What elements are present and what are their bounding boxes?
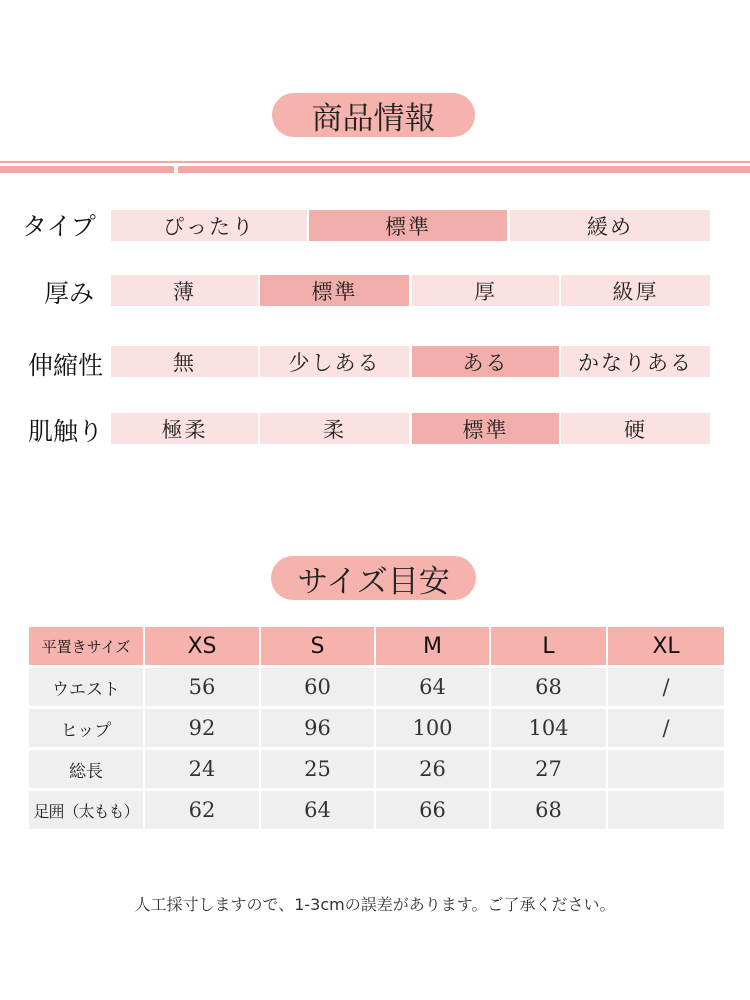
option-thickness-thick: 厚 [412, 275, 559, 306]
option-texture-standard: 標準 [412, 413, 559, 444]
option-texture-hard: 硬 [561, 413, 710, 444]
product-info-title [272, 93, 475, 137]
row-label-texture: 肌触り [28, 417, 104, 446]
option-type-standard: 標準 [309, 210, 507, 241]
option-thickness-standard: 標準 [260, 275, 409, 306]
option-type-loose: 緩め [510, 210, 710, 241]
size-cell: 96 [261, 709, 374, 747]
size-cell: / [608, 668, 724, 706]
size-header-s: S [261, 627, 374, 665]
measurement-note: 人工採寸しますので、1-3cmの誤差があります。ご了承ください。 [134, 895, 616, 914]
size-header-m: M [376, 627, 489, 665]
option-stretch-very: かなりある [561, 346, 710, 377]
option-thickness-extra-thick: 級厚 [561, 275, 710, 306]
size-header-label: 平置きサイズ [29, 627, 143, 665]
size-row-label-total-length: 総長 [29, 750, 143, 788]
size-cell: 68 [491, 791, 606, 829]
option-stretch-little: 少しある [260, 346, 409, 377]
size-header-l: L [491, 627, 606, 665]
size-cell: 27 [491, 750, 606, 788]
divider-bar-right [178, 166, 750, 173]
option-thickness-thin: 薄 [111, 275, 258, 306]
size-row-label-waist: ウエスト [29, 668, 143, 706]
option-stretch-none: 無 [111, 346, 258, 377]
size-cell: 25 [261, 750, 374, 788]
size-cell: 66 [376, 791, 489, 829]
divider-line [0, 161, 750, 163]
divider-bar-left [0, 166, 174, 173]
product-info-title-text: 商品情報 [311, 100, 436, 137]
size-cell: 92 [145, 709, 259, 747]
size-cell: 64 [261, 791, 374, 829]
size-cell: 68 [491, 668, 606, 706]
size-header-xl: XL [608, 627, 724, 665]
size-guide-title [271, 556, 476, 600]
row-label-thickness: 厚み [44, 279, 95, 308]
option-stretch-yes: ある [412, 346, 559, 377]
row-label-stretch: 伸縮性 [28, 351, 104, 380]
size-cell: 104 [491, 709, 606, 747]
size-cell: / [608, 709, 724, 747]
size-cell: 56 [145, 668, 259, 706]
option-type-fitted: ぴったり [111, 210, 307, 241]
size-header-xs: XS [145, 627, 259, 665]
size-row-label-hip: ヒップ [29, 709, 143, 747]
size-cell [608, 791, 724, 829]
size-cell: 60 [261, 668, 374, 706]
option-texture-very-soft: 極柔 [111, 413, 258, 444]
size-guide-title-text: サイズ目安 [297, 563, 450, 600]
size-row-label-thigh: 足囲（太もも） [29, 791, 143, 829]
size-cell: 24 [145, 750, 259, 788]
size-cell: 26 [376, 750, 489, 788]
size-cell: 62 [145, 791, 259, 829]
option-texture-soft: 柔 [260, 413, 409, 444]
size-cell: 100 [376, 709, 489, 747]
row-label-type: タイプ [22, 212, 96, 241]
size-cell [608, 750, 724, 788]
size-cell: 64 [376, 668, 489, 706]
